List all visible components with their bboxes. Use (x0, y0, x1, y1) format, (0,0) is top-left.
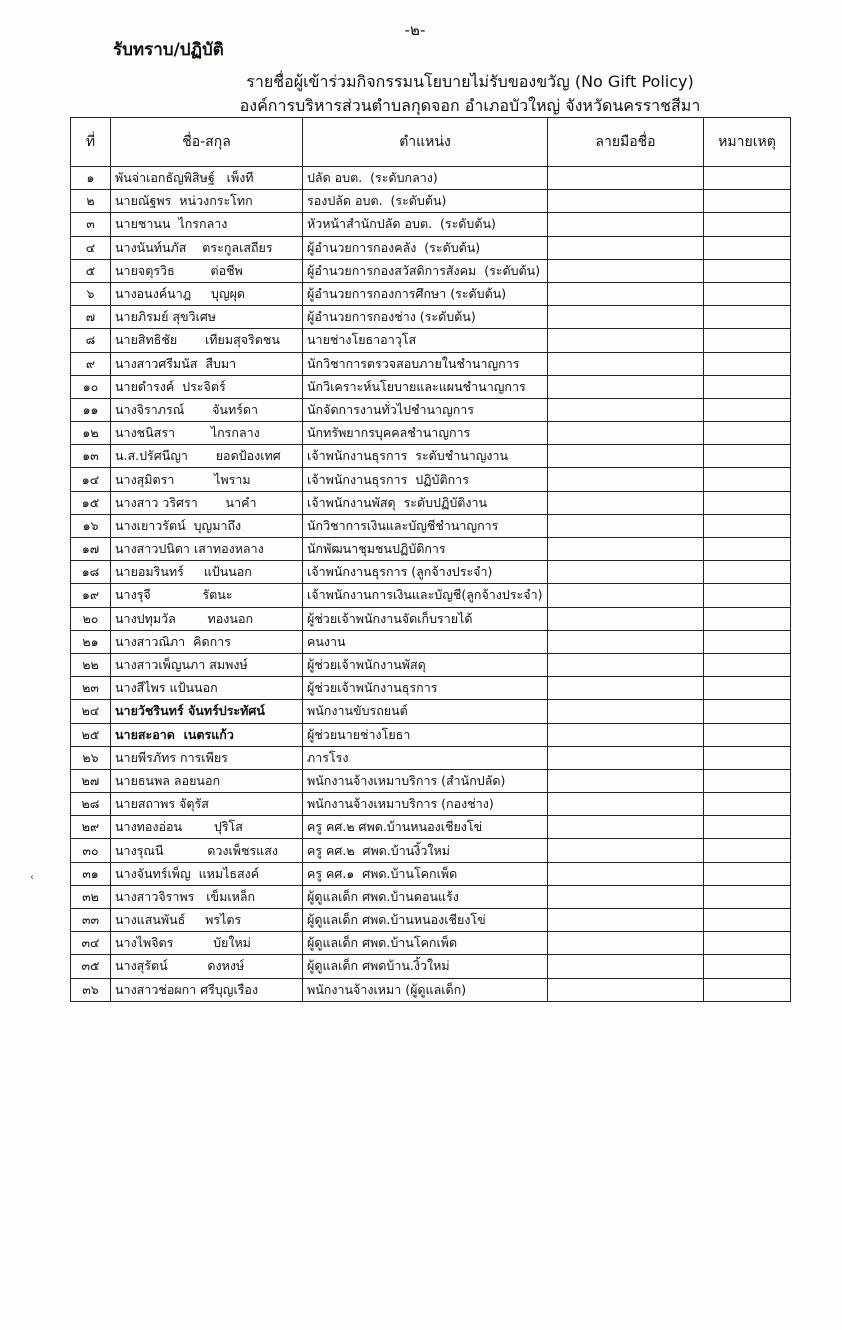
row-signature (548, 909, 704, 932)
row-signature (548, 259, 704, 282)
row-number: ๑๘ (71, 561, 111, 584)
row-remark (704, 839, 791, 862)
row-name: นายสถาพร จัตุรัส (111, 793, 303, 816)
row-remark (704, 468, 791, 491)
row-name: น.ส.ปรัศนีญา ยอดป้องเทศ (111, 445, 303, 468)
row-remark (704, 677, 791, 700)
row-number: ๓๑ (71, 862, 111, 885)
row-signature (548, 445, 704, 468)
row-position: พนักงานจ้างเหมาบริการ (สำนักปลัด) (303, 769, 548, 792)
table-row (71, 375, 791, 398)
table-row (71, 561, 791, 584)
row-name: นางสีไพร แป้นนอก (111, 677, 303, 700)
row-remark (704, 793, 791, 816)
row-remark (704, 769, 791, 792)
row-number: ๓๓ (71, 909, 111, 932)
row-remark (704, 236, 791, 259)
row-remark (704, 723, 791, 746)
row-remark (704, 491, 791, 514)
row-position: ปลัด อบต. (ระดับกลาง) (303, 167, 548, 190)
row-remark (704, 306, 791, 329)
row-name: นางรุจี รัตนะ (111, 584, 303, 607)
row-signature (548, 862, 704, 885)
row-remark (704, 398, 791, 421)
row-remark (704, 213, 791, 236)
row-remark (704, 978, 791, 1001)
row-position: ผู้อำนวยการกองสวัสดิการสังคม (ระดับต้น) (303, 259, 548, 282)
row-position: ผู้ช่วยเจ้าพนักงานพัสดุ (303, 653, 548, 676)
row-signature (548, 422, 704, 445)
row-name: นายอมรินทร์ แป้นนอก (111, 561, 303, 584)
row-signature (548, 306, 704, 329)
row-position: เจ้าพนักงานธุรการ ปฏิบัติการ (303, 468, 548, 491)
row-signature (548, 398, 704, 421)
row-position: ผู้ดูแลเด็ก ศพด.บ้านหนองเชียงโข่ (303, 909, 548, 932)
row-name: นางสาวปนิดา เสาทองหลาง (111, 538, 303, 561)
row-number: ๑๗ (71, 538, 111, 561)
row-position: ผู้อำนวยการกองการศึกษา (ระดับต้น) (303, 282, 548, 305)
row-name: นางแสนพันธ์ พรไตร (111, 909, 303, 932)
row-signature (548, 723, 704, 746)
row-signature (548, 167, 704, 190)
row-position: ภารโรง (303, 746, 548, 769)
row-position: เจ้าพนักงานการเงินและบัญชี(ลูกจ้างประจำ) (303, 584, 548, 607)
row-number: ๑๔ (71, 468, 111, 491)
row-signature (548, 677, 704, 700)
header-name: ชื่อ-สกุล (111, 118, 303, 167)
row-position: ครู คศ.๒ ศพด.บ้านหนองเชียงโข่ (303, 816, 548, 839)
row-position: ผู้ช่วยนายช่างโยธา (303, 723, 548, 746)
table-row (71, 167, 791, 190)
row-number: ๙ (71, 352, 111, 375)
row-remark (704, 329, 791, 352)
row-remark (704, 700, 791, 723)
row-name: นางรุณนี ดวงเพ็ชรแสง (111, 839, 303, 862)
row-signature (548, 514, 704, 537)
table-row (71, 607, 791, 630)
row-number: ๑๓ (71, 445, 111, 468)
row-position: ครู คศ.๑ ศพด.บ้านโคกเพ็ด (303, 862, 548, 885)
row-position: หัวหน้าสำนักปลัด อบต. (ระดับต้น) (303, 213, 548, 236)
table-row (71, 862, 791, 885)
row-remark (704, 653, 791, 676)
header-remark: หมายเหตุ (704, 118, 791, 167)
row-signature (548, 816, 704, 839)
row-number: ๓๔ (71, 932, 111, 955)
row-number: ๘ (71, 329, 111, 352)
row-position: เจ้าพนักงานธุรการ (ลูกจ้างประจำ) (303, 561, 548, 584)
row-signature (548, 793, 704, 816)
row-name: นายวัชรินทร์ จันทร์ประทัศน์ (111, 700, 303, 723)
header-no: ที่ (71, 118, 111, 167)
row-position: นักจัดการงานทั่วไปชำนาญการ (303, 398, 548, 421)
row-signature (548, 190, 704, 213)
row-position: เจ้าพนักงานพัสดุ ระดับปฏิบัติงาน (303, 491, 548, 514)
table-row (71, 630, 791, 653)
row-name: นางจิราภรณ์ จันทร์ดา (111, 398, 303, 421)
row-signature (548, 978, 704, 1001)
row-remark (704, 422, 791, 445)
row-remark (704, 538, 791, 561)
row-position: ผู้อำนวยการกองคลัง (ระดับต้น) (303, 236, 548, 259)
row-signature (548, 282, 704, 305)
row-position: พนักงานจ้างเหมาบริการ (กองช่าง) (303, 793, 548, 816)
row-number: ๑๑ (71, 398, 111, 421)
row-name: นางสาวเพ็ญนภา สมพงษ์ (111, 653, 303, 676)
row-remark (704, 630, 791, 653)
row-position: ผู้ช่วยเจ้าพนักงานธุรการ (303, 677, 548, 700)
row-signature (548, 885, 704, 908)
row-signature (548, 653, 704, 676)
row-signature (548, 700, 704, 723)
row-signature (548, 561, 704, 584)
row-name: นางเยาวรัตน์ บุญมาถึง (111, 514, 303, 537)
row-number: ๒๔ (71, 700, 111, 723)
row-position: ผู้ช่วยเจ้าพนักงานจัดเก็บรายได้ (303, 607, 548, 630)
row-number: ๗ (71, 306, 111, 329)
row-name: นายพีรภัทร การเพียร (111, 746, 303, 769)
document-title-line-2: องค์การบริหารส่วนตำบลกุดจอก อำเภอบัวใหญ่ จังหวัดนครราชสีมา (239, 96, 701, 115)
table-row (71, 468, 791, 491)
row-position: นักวิเคราะห์นโยบายและแผนชำนาญการ (303, 375, 548, 398)
table-row (71, 445, 791, 468)
row-number: ๑๐ (71, 375, 111, 398)
row-name: นายสะอาด เนตรแก้ว (111, 723, 303, 746)
row-signature (548, 607, 704, 630)
row-number: ๒๕ (71, 723, 111, 746)
document-title-line-1: รายชื่อผู้เข้าร่วมกิจกรรมนโยบายไม่รับของขวัญ (No Gift Policy) (246, 72, 694, 91)
row-remark (704, 445, 791, 468)
table-row (71, 213, 791, 236)
row-position: คนงาน (303, 630, 548, 653)
row-remark (704, 259, 791, 282)
table-row (71, 816, 791, 839)
row-signature (548, 955, 704, 978)
row-signature (548, 630, 704, 653)
row-name: นางสุรัตน์ ดงหงษ์ (111, 955, 303, 978)
row-number: ๑๒ (71, 422, 111, 445)
row-signature (548, 769, 704, 792)
row-position: ผู้ดูแลเด็ก ศพดบ้าน.งิ้วใหม่ (303, 955, 548, 978)
row-name: นายณัฐพร หน่วงกระโทก (111, 190, 303, 213)
row-number: ๒ (71, 190, 111, 213)
row-number: ๒๖ (71, 746, 111, 769)
row-number: ๒๗ (71, 769, 111, 792)
row-number: ๖ (71, 282, 111, 305)
table-row (71, 839, 791, 862)
row-remark (704, 514, 791, 537)
row-remark (704, 584, 791, 607)
row-name: นางสาวจิราพร เข็มเหล็ก (111, 885, 303, 908)
row-name: นางสุมิตรา ไพราม (111, 468, 303, 491)
row-number: ๑๕ (71, 491, 111, 514)
row-number: ๒๑ (71, 630, 111, 653)
table-row (71, 306, 791, 329)
row-remark (704, 746, 791, 769)
table-row (71, 885, 791, 908)
row-position: นักวิชาการตรวจสอบภายในชำนาญการ (303, 352, 548, 375)
table-row (71, 769, 791, 792)
row-remark (704, 885, 791, 908)
row-position: เจ้าพนักงานธุรการ ระดับชำนาญงาน (303, 445, 548, 468)
row-number: ๑๙ (71, 584, 111, 607)
header-signature: ลายมือชื่อ (548, 118, 704, 167)
row-remark (704, 909, 791, 932)
row-remark (704, 190, 791, 213)
row-number: ๒๓ (71, 677, 111, 700)
row-position: ผู้ดูแลเด็ก ศพด.บ้านดอนแร้ง (303, 885, 548, 908)
row-number: ๓๖ (71, 978, 111, 1001)
row-position: ผู้อำนวยการกองช่าง (ระดับต้น) (303, 306, 548, 329)
row-signature (548, 375, 704, 398)
row-signature (548, 746, 704, 769)
row-name: นางสาว วริศรา นาคำ (111, 491, 303, 514)
row-name: นางสาวศรีมนัส สืบมา (111, 352, 303, 375)
scan-mark: ‹ (30, 872, 34, 883)
row-name: นายจตุรวิธ ต่อชีพ (111, 259, 303, 282)
row-name: นางชนิสรา ไกรกลาง (111, 422, 303, 445)
row-name: นางทองอ่อน ปุริโส (111, 816, 303, 839)
row-position: นายช่างโยธาอาวุโส (303, 329, 548, 352)
row-name: นายชานน ไกรกลาง (111, 213, 303, 236)
row-number: ๓๕ (71, 955, 111, 978)
table-row (71, 282, 791, 305)
row-remark (704, 862, 791, 885)
table-row (71, 422, 791, 445)
table-row (71, 746, 791, 769)
table-row (71, 584, 791, 607)
row-signature (548, 538, 704, 561)
row-name: นางอนงค์นาฎ บุญผุด (111, 282, 303, 305)
row-number: ๓ (71, 213, 111, 236)
row-position: นักวิชาการเงินและบัญชีชำนาญการ (303, 514, 548, 537)
table-row (71, 491, 791, 514)
row-number: ๕ (71, 259, 111, 282)
row-signature (548, 236, 704, 259)
row-number: ๔ (71, 236, 111, 259)
page-number: -๒- (404, 21, 426, 39)
table-row (71, 932, 791, 955)
row-signature (548, 213, 704, 236)
row-signature (548, 839, 704, 862)
row-number: ๓๒ (71, 885, 111, 908)
table-row (71, 352, 791, 375)
table-row (71, 538, 791, 561)
row-remark (704, 282, 791, 305)
row-remark (704, 932, 791, 955)
row-position: นักทรัพยากรบุคคลชำนาญการ (303, 422, 548, 445)
row-name: นายภิรมย์ สุขวิเศษ (111, 306, 303, 329)
row-number: ๓๐ (71, 839, 111, 862)
table-row (71, 514, 791, 537)
table-row (71, 677, 791, 700)
row-name: นายดำรงค์ ประจิตร์ (111, 375, 303, 398)
table-row (71, 723, 791, 746)
row-name: นางปทุมวัล ทองนอก (111, 607, 303, 630)
row-number: ๒๐ (71, 607, 111, 630)
table-row (71, 955, 791, 978)
row-name: นางนันท์นภัส ตระกูลเสถียร (111, 236, 303, 259)
table-header-row (71, 118, 791, 167)
row-signature (548, 329, 704, 352)
row-position: พนักงานจ้างเหมา (ผู้ดูแลเด็ก) (303, 978, 548, 1001)
row-number: ๑ (71, 167, 111, 190)
row-signature (548, 491, 704, 514)
row-signature (548, 584, 704, 607)
table-row (71, 978, 791, 1001)
row-number: ๒๒ (71, 653, 111, 676)
table-row (71, 259, 791, 282)
row-name: นางจันทร์เพ็ญ แหมไธสงค์ (111, 862, 303, 885)
row-position: ผู้ดูแลเด็ก ศพด.บ้านโคกเพ็ด (303, 932, 548, 955)
row-remark (704, 955, 791, 978)
row-signature (548, 468, 704, 491)
row-remark (704, 352, 791, 375)
header-position: ตำแหน่ง (303, 118, 548, 167)
row-name: นายธนพล ลอยนอก (111, 769, 303, 792)
table-row (71, 909, 791, 932)
table-row (71, 236, 791, 259)
row-number: ๒๙ (71, 816, 111, 839)
row-name: นายสิทธิชัย เทียมสุจริตชน (111, 329, 303, 352)
table-row (71, 793, 791, 816)
row-remark (704, 167, 791, 190)
table-row (71, 398, 791, 421)
table-row (71, 329, 791, 352)
row-signature (548, 352, 704, 375)
row-position: ครู คศ.๒ ศพด.บ้านงิ้วใหม่ (303, 839, 548, 862)
row-remark (704, 561, 791, 584)
row-position: นักพัฒนาชุมชนปฏิบัติการ (303, 538, 548, 561)
table-row (71, 700, 791, 723)
row-name: นางสาวช่อผกา ศรีบุญเรือง (111, 978, 303, 1001)
row-position: รองปลัด อบต. (ระดับต้น) (303, 190, 548, 213)
row-remark (704, 375, 791, 398)
row-position: พนักงานขับรถยนต์ (303, 700, 548, 723)
participant-table (70, 117, 791, 1002)
table-row (71, 653, 791, 676)
row-name: พันจ่าเอกธัญพิสิษฐ์ เพ็งที (111, 167, 303, 190)
row-name: นางสาวณิภา คิดการ (111, 630, 303, 653)
row-name: นางไพจิตร บัยใหม่ (111, 932, 303, 955)
row-remark (704, 816, 791, 839)
row-number: ๒๘ (71, 793, 111, 816)
row-signature (548, 932, 704, 955)
acknowledge-heading: รับทราบ/ปฏิบัติ (113, 40, 224, 60)
row-remark (704, 607, 791, 630)
row-number: ๑๖ (71, 514, 111, 537)
table-row (71, 190, 791, 213)
